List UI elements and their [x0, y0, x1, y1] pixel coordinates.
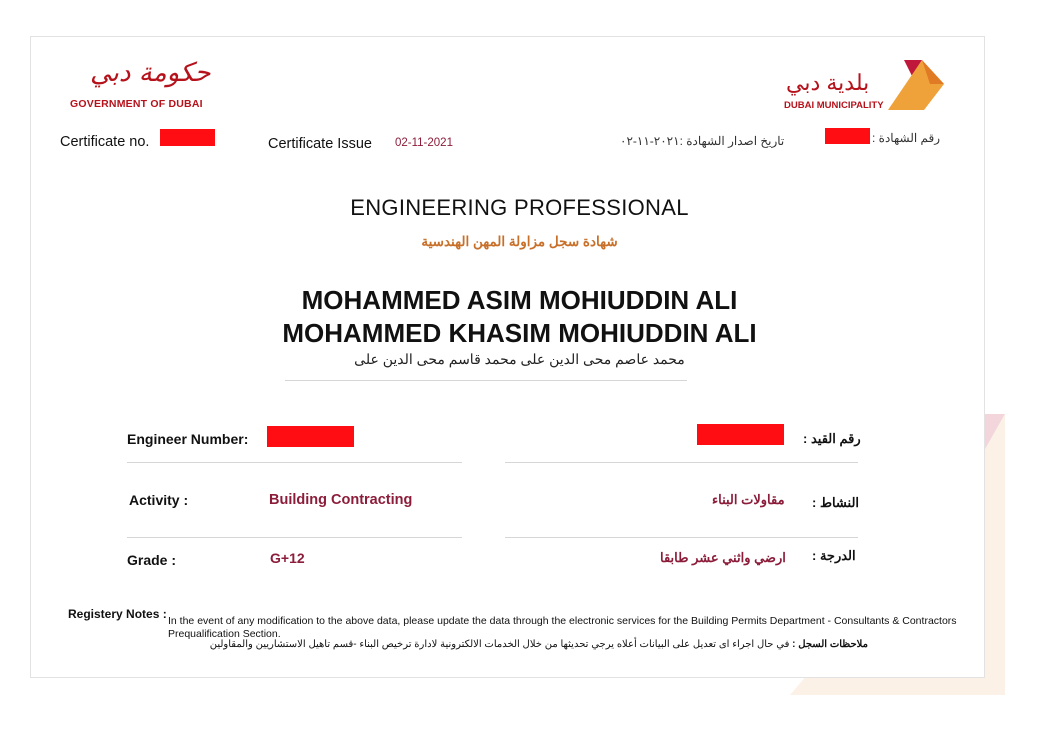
certificate-issue-label: Certificate Issue [268, 136, 372, 152]
activity-label: Activity : [129, 492, 189, 508]
registry-notes-arabic [209, 639, 868, 650]
registration-number-arabic-label: رقم القيد : [803, 431, 861, 446]
engineer-number-label: Engineer Number: [127, 431, 249, 447]
registry-notes-arabic-label: ملاحظات السجل : [792, 639, 868, 650]
municipality-logo-arabic: بلدية دبي [786, 70, 870, 95]
holder-name-arabic: محمد عاصم محى الدين على محمد قاسم محى الدين على [354, 351, 685, 367]
municipality-logo [784, 58, 946, 112]
government-logo-english: GOVERNMENT OF DUBAI [70, 98, 203, 110]
registration-number-redacted [697, 424, 784, 445]
registry-notes-arabic-text: في حال اجراء اى تعديل على البيانات أعلاه يرجي تحديثها من خلال الخدمات الالكترونية لادارة ترخيص البناء -قسم تاهيل الاستشاريين والمقاولين [209, 639, 790, 650]
certificate-no-arabic-redacted [825, 128, 870, 144]
municipality-emblem-icon [884, 58, 948, 110]
certificate-issue-date-arabic: تاريخ اصدار الشهادة :٢٠٢١-١١-٠٢ [620, 134, 785, 148]
engineer-number-redacted [267, 426, 354, 447]
certificate-no-label: Certificate no. [60, 134, 150, 150]
certificate-no-redacted [160, 129, 215, 146]
certificate-no-arabic-label: رقم الشهادة : [872, 131, 941, 145]
divider-left-1 [127, 462, 462, 463]
certificate-title: ENGINEERING PROFESSIONAL [350, 195, 689, 220]
registry-notes-label: Registery Notes : [68, 607, 167, 621]
certificate-issue-date: 02-11-2021 [395, 137, 453, 149]
activity-value: Building Contracting [269, 492, 413, 508]
activity-value-arabic: مقاولات البناء [712, 492, 785, 507]
grade-label: Grade : [127, 552, 177, 568]
grade-value-arabic: ارضي واثني عشر طابقا [660, 550, 786, 565]
divider-right-2 [505, 537, 858, 538]
holder-name-line2: MOHAMMED KHASIM MOHIUDDIN ALI [282, 318, 757, 348]
certificate-title-arabic: شهادة سجل مزاولة المهن الهندسية [421, 234, 618, 249]
name-divider [285, 380, 687, 381]
holder-name-line1: MOHAMMED ASIM MOHIUDDIN ALI [301, 285, 738, 315]
activity-arabic-label: النشاط : [812, 495, 860, 510]
municipality-logo-english: DUBAI MUNICIPALITY [784, 100, 884, 111]
grade-arabic-label: الدرجة : [812, 548, 856, 563]
divider-right-1 [505, 462, 858, 463]
grade-value: G+12 [270, 550, 305, 566]
government-logo-arabic: حكومة دبي [90, 58, 211, 88]
government-logo [70, 58, 210, 114]
registry-notes-english: In the event of any modification to the above data, please update the data through the electronic services for the Building Permits Department - Consultants & Contractors Prequalification Section. [168, 615, 957, 640]
divider-left-2 [127, 537, 462, 538]
